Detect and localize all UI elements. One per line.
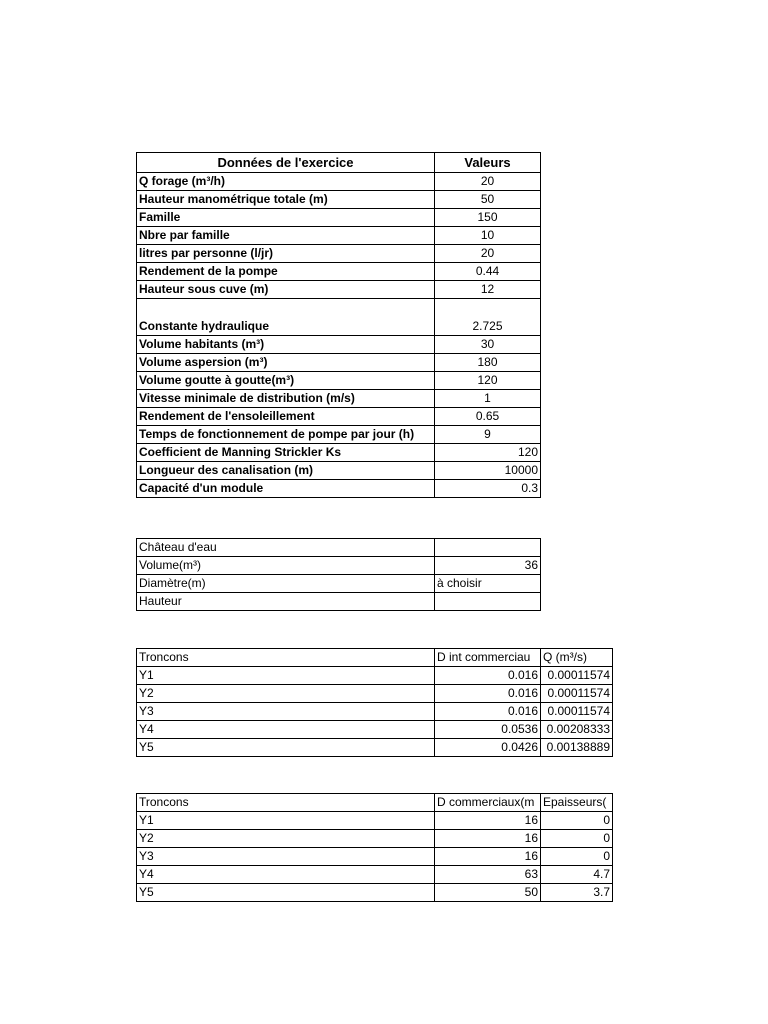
row-value[interactable]: 150: [435, 209, 541, 227]
row-label[interactable]: Diamètre(m): [137, 575, 435, 593]
table-row: [137, 372, 541, 390]
troncons-q-table: [136, 648, 613, 757]
row-label[interactable]: litres par personne (l/jr): [137, 245, 435, 263]
row-label[interactable]: Nbre par famille: [137, 227, 435, 245]
row-label[interactable]: Longueur des canalisation (m): [137, 462, 435, 480]
row-value[interactable]: 2.725: [435, 299, 541, 336]
table-row: [137, 575, 541, 593]
row-label[interactable]: Famille: [137, 209, 435, 227]
header-troncons[interactable]: Troncons: [137, 649, 435, 667]
cell-epaisseur[interactable]: 0: [541, 830, 613, 848]
table-row: [137, 390, 541, 408]
row-value[interactable]: 1: [435, 390, 541, 408]
cell-epaisseur[interactable]: 4.7: [541, 866, 613, 884]
cell-d-commerciaux[interactable]: 16: [435, 812, 541, 830]
row-label[interactable]: Volume(m³): [137, 557, 435, 575]
row-label[interactable]: Constante hydraulique: [137, 299, 435, 336]
table-header-row: [137, 153, 541, 173]
row-label[interactable]: Volume habitants (m³): [137, 336, 435, 354]
header-value[interactable]: Valeurs: [435, 153, 541, 173]
cell-epaisseur[interactable]: 0: [541, 812, 613, 830]
row-label[interactable]: Hauteur sous cuve (m): [137, 281, 435, 299]
row-label[interactable]: Rendement de la pompe: [137, 263, 435, 281]
row-value[interactable]: 20: [435, 173, 541, 191]
cell-epaisseur[interactable]: 3.7: [541, 884, 613, 902]
table-row: [137, 703, 613, 721]
row-label[interactable]: Volume goutte à goutte(m³): [137, 372, 435, 390]
cell-troncon[interactable]: Y3: [137, 848, 435, 866]
row-value[interactable]: 12: [435, 281, 541, 299]
row-value[interactable]: 180: [435, 354, 541, 372]
cell-q[interactable]: 0.00011574: [541, 667, 613, 685]
table-row: [137, 812, 613, 830]
table-row: [137, 173, 541, 191]
cell-troncon[interactable]: Y4: [137, 721, 435, 739]
row-label[interactable]: Q forage (m³/h): [137, 173, 435, 191]
table-header-row: [137, 649, 613, 667]
row-label[interactable]: Hauteur manométrique totale (m): [137, 191, 435, 209]
cell-troncon[interactable]: Y2: [137, 830, 435, 848]
table-row: [137, 462, 541, 480]
header-epaisseurs[interactable]: Epaisseurs(: [541, 794, 613, 812]
table-row: [137, 408, 541, 426]
cell-d-commerciaux[interactable]: 16: [435, 830, 541, 848]
table-row: [137, 848, 613, 866]
row-value[interactable]: 120: [435, 444, 541, 462]
table-row: [137, 557, 541, 575]
table-row: [137, 227, 541, 245]
row-value[interactable]: à choisir: [435, 575, 541, 593]
row-value[interactable]: 10000: [435, 462, 541, 480]
cell-d-commerciaux[interactable]: 50: [435, 884, 541, 902]
table-row: [137, 739, 613, 757]
chateau-table: [136, 538, 541, 611]
cell-epaisseur[interactable]: 0: [541, 848, 613, 866]
cell-troncon[interactable]: Y1: [137, 812, 435, 830]
troncons-d-table: [136, 793, 613, 902]
cell-d-commerciaux[interactable]: 63: [435, 866, 541, 884]
cell-d-int[interactable]: 0.016: [435, 685, 541, 703]
table-row: [137, 245, 541, 263]
row-value[interactable]: [435, 593, 541, 611]
table-row: [137, 336, 541, 354]
table-row: [137, 830, 613, 848]
row-value[interactable]: 36: [435, 557, 541, 575]
row-label[interactable]: Château d'eau: [137, 539, 435, 557]
cell-q[interactable]: 0.00011574: [541, 703, 613, 721]
row-value[interactable]: 20: [435, 245, 541, 263]
cell-troncon[interactable]: Y2: [137, 685, 435, 703]
table-row: [137, 721, 613, 739]
cell-d-int[interactable]: 0.0536: [435, 721, 541, 739]
row-value[interactable]: 10: [435, 227, 541, 245]
table-row: [137, 191, 541, 209]
header-d-commerciaux[interactable]: D commerciaux(m: [435, 794, 541, 812]
table-row: [137, 263, 541, 281]
header-troncons[interactable]: Troncons: [137, 794, 435, 812]
cell-troncon[interactable]: Y5: [137, 884, 435, 902]
row-value[interactable]: 0.3: [435, 480, 541, 498]
cell-d-int[interactable]: 0.016: [435, 667, 541, 685]
row-label[interactable]: Capacité d'un module: [137, 480, 435, 498]
table-row: [137, 354, 541, 372]
cell-q[interactable]: 0.00138889: [541, 739, 613, 757]
row-value[interactable]: 0.65: [435, 408, 541, 426]
header-label[interactable]: Données de l'exercice: [137, 153, 435, 173]
row-value[interactable]: 120: [435, 372, 541, 390]
row-value[interactable]: [435, 539, 541, 557]
header-d-int[interactable]: D int commerciau: [435, 649, 541, 667]
cell-d-int[interactable]: 0.016: [435, 703, 541, 721]
row-label[interactable]: Coefficient de Manning Strickler Ks: [137, 444, 435, 462]
cell-troncon[interactable]: Y3: [137, 703, 435, 721]
header-q[interactable]: Q (m³/s): [541, 649, 613, 667]
row-label[interactable]: Temps de fonctionnement de pompe par jour (h): [137, 426, 435, 444]
table-row: [137, 593, 541, 611]
cell-q[interactable]: 0.00208333: [541, 721, 613, 739]
row-label[interactable]: Volume aspersion (m³): [137, 354, 435, 372]
row-value[interactable]: 0.44: [435, 263, 541, 281]
row-value[interactable]: 50: [435, 191, 541, 209]
table-row: [137, 299, 541, 336]
row-value[interactable]: 9: [435, 426, 541, 444]
cell-d-commerciaux[interactable]: 16: [435, 848, 541, 866]
row-label[interactable]: Vitesse minimale de distribution (m/s): [137, 390, 435, 408]
table-row: [137, 209, 541, 227]
cell-troncon[interactable]: Y5: [137, 739, 435, 757]
table-row: [137, 667, 613, 685]
cell-q[interactable]: 0.00011574: [541, 685, 613, 703]
table-row: [137, 884, 613, 902]
cell-troncon[interactable]: Y1: [137, 667, 435, 685]
row-label[interactable]: Hauteur: [137, 593, 435, 611]
row-value[interactable]: 30: [435, 336, 541, 354]
table-row: [137, 866, 613, 884]
cell-d-int[interactable]: 0.0426: [435, 739, 541, 757]
table-row: [137, 480, 541, 498]
table-row: [137, 685, 613, 703]
table-row: [137, 539, 541, 557]
table-row: [137, 281, 541, 299]
table-header-row: [137, 794, 613, 812]
cell-troncon[interactable]: Y4: [137, 866, 435, 884]
table-row: [137, 444, 541, 462]
row-label[interactable]: Rendement de l'ensoleillement: [137, 408, 435, 426]
exercise-data-table: [136, 152, 541, 498]
table-row: [137, 426, 541, 444]
